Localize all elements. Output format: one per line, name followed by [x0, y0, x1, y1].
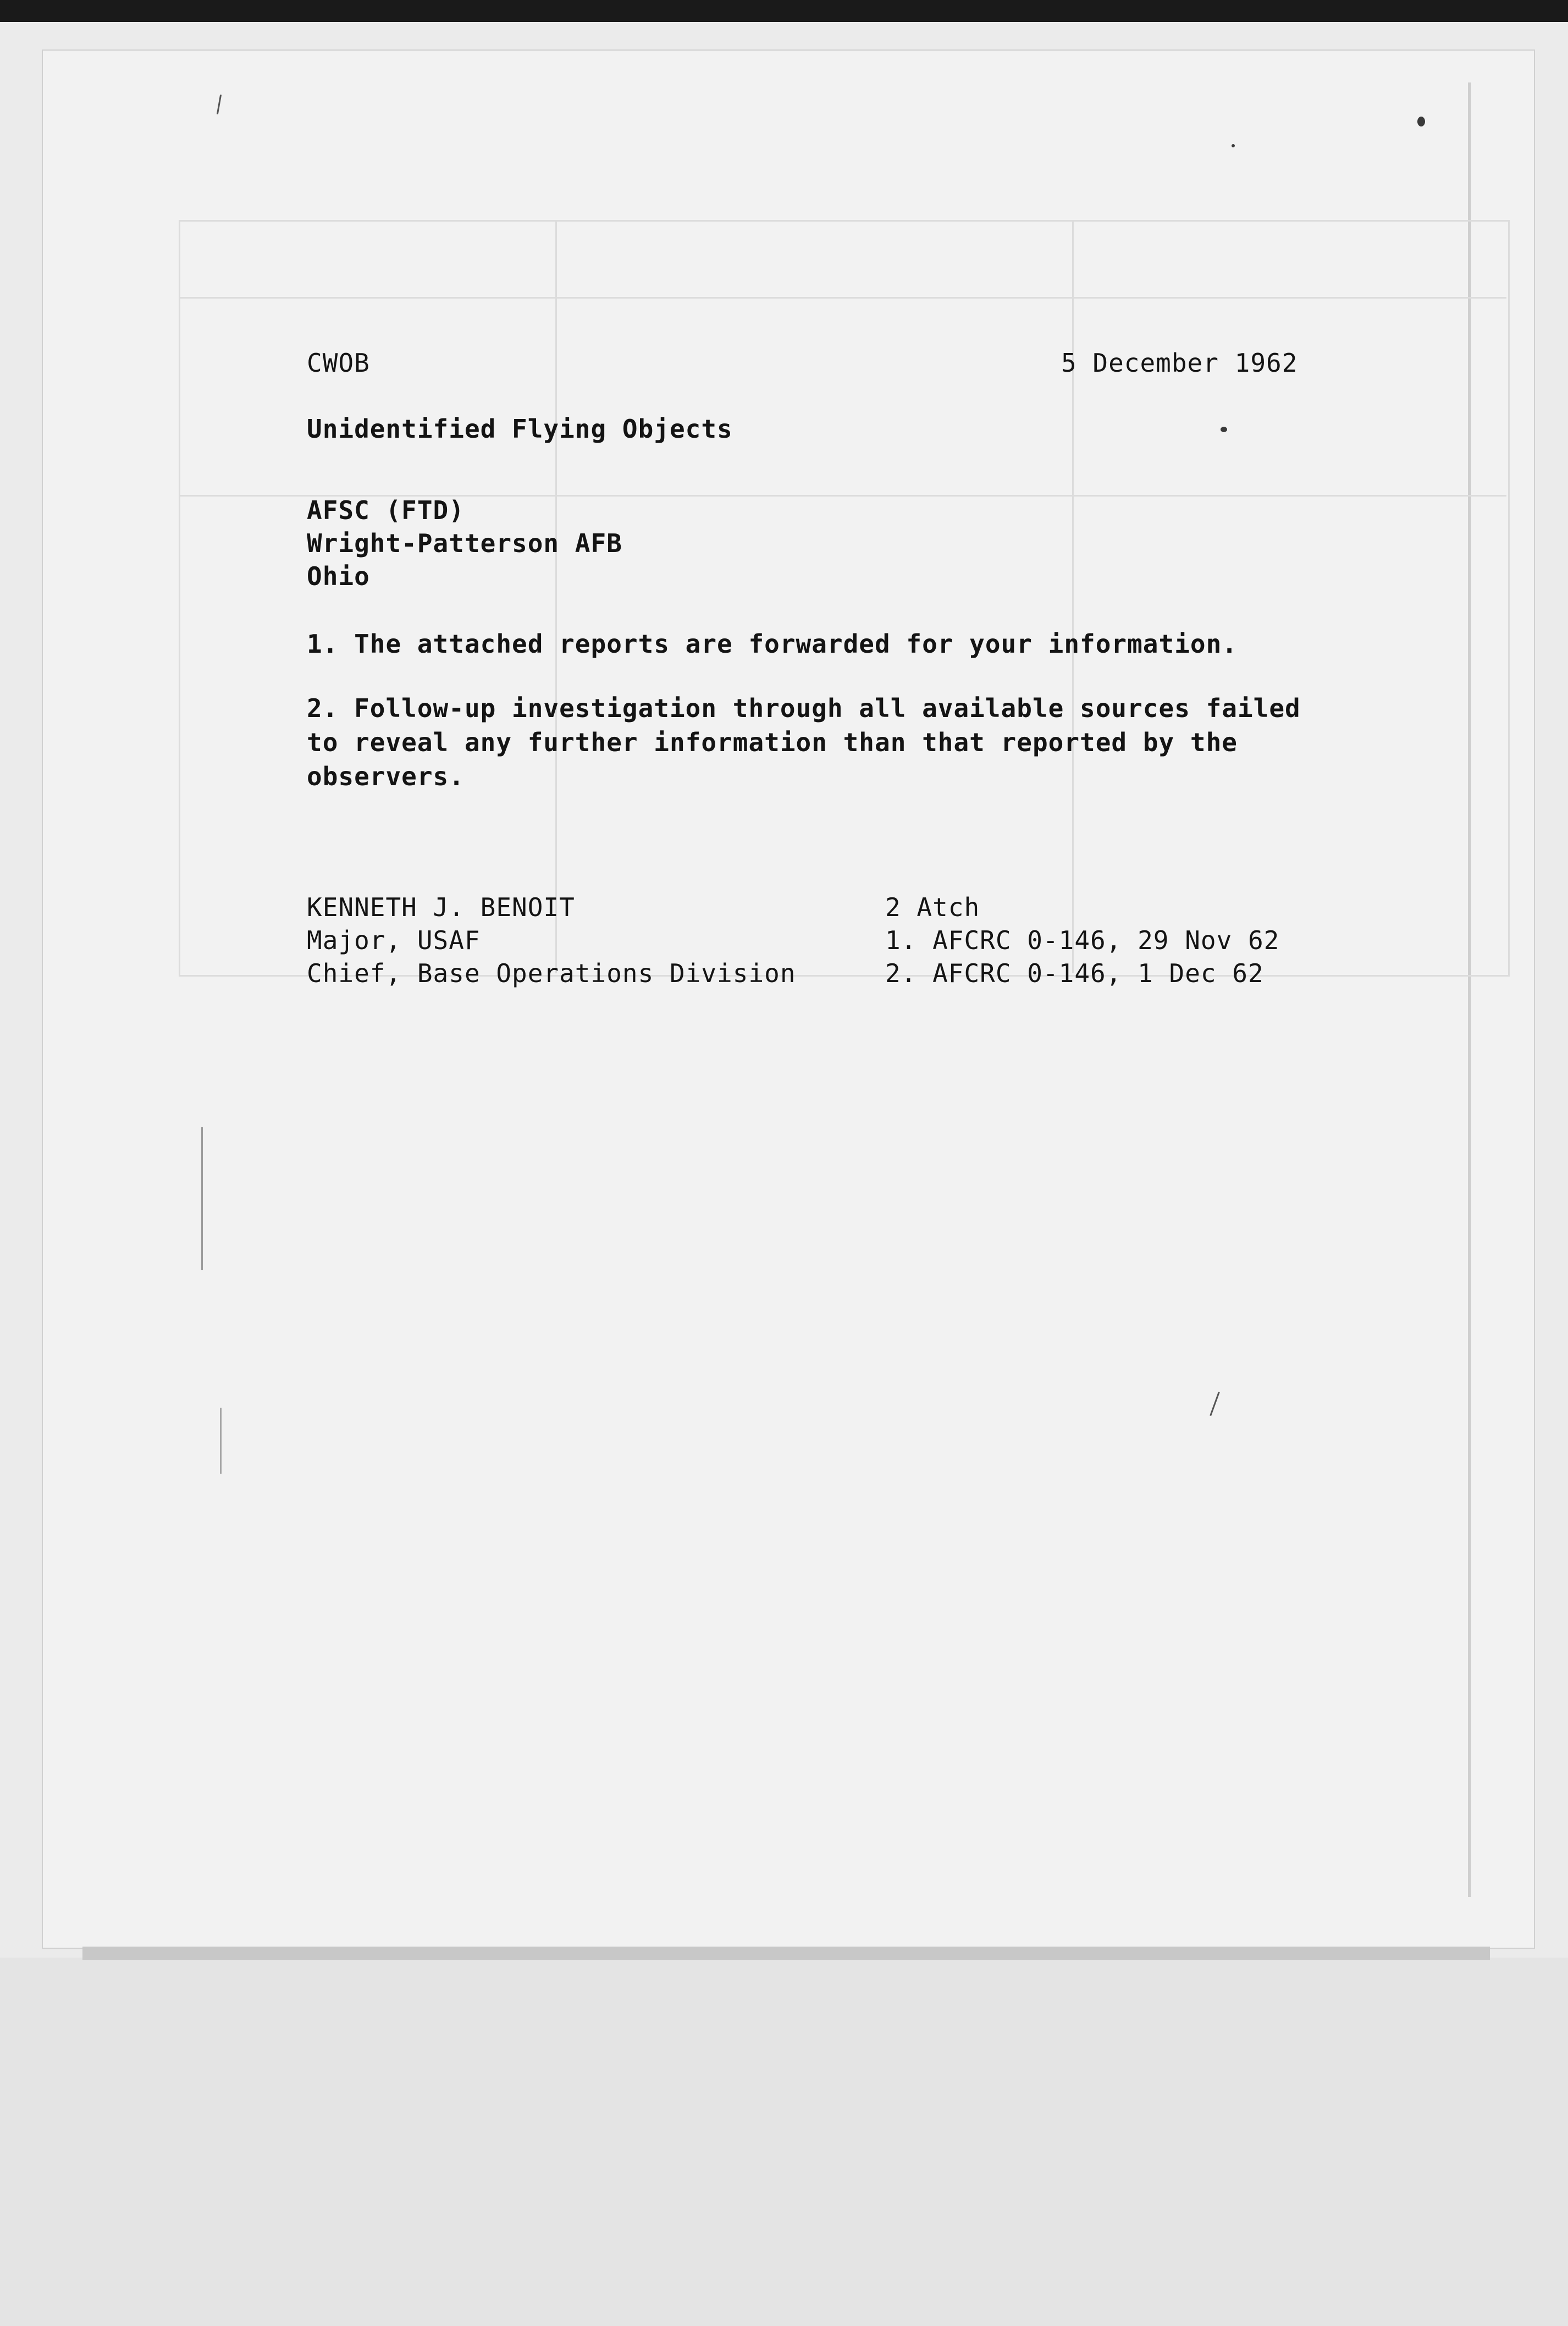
sheet-bottom-edge [82, 1947, 1490, 1960]
film-speck [1221, 427, 1227, 432]
film-speck [1232, 144, 1235, 147]
film-speck [1417, 117, 1425, 126]
addressee-line-1: AFSC (FTD) [307, 495, 465, 525]
subject-line: Unidentified Flying Objects [307, 414, 733, 444]
bleed-through-line [179, 297, 1506, 299]
addressee-line-3: Ohio [307, 561, 370, 591]
bleed-through-card [179, 220, 1510, 977]
attachment-item: 1. AFCRC 0-146, 29 Nov 62 [885, 925, 1280, 955]
film-top-border [0, 0, 1568, 22]
signer-name: KENNETH J. BENOIT [307, 892, 575, 922]
signer-title: Chief, Base Operations Division [307, 958, 796, 988]
paragraph-2-line-3: observers. [307, 762, 465, 791]
attachments-heading: 2 Atch [885, 892, 980, 922]
signer-rank: Major, USAF [307, 925, 481, 955]
addressee-line-2: Wright-Patterson AFB [307, 528, 622, 558]
office-symbol: CWOB [307, 348, 370, 378]
paragraph-1: 1. The attached reports are forwarded for your information. [307, 629, 1238, 659]
document-date: 5 December 1962 [1061, 348, 1298, 378]
paragraph-2-line-2: to reveal any further information than that reported by the [307, 727, 1238, 757]
paragraph-2-line-1: 2. Follow-up investigation through all available sources failed [307, 693, 1301, 723]
attachment-item: 2. AFCRC 0-146, 1 Dec 62 [885, 958, 1264, 988]
film-scratch [220, 1408, 222, 1474]
bleed-through-line [1072, 220, 1074, 973]
bleed-through-line [555, 220, 557, 973]
film-scratch [201, 1127, 203, 1270]
film-lower-strip [0, 1958, 1568, 2326]
